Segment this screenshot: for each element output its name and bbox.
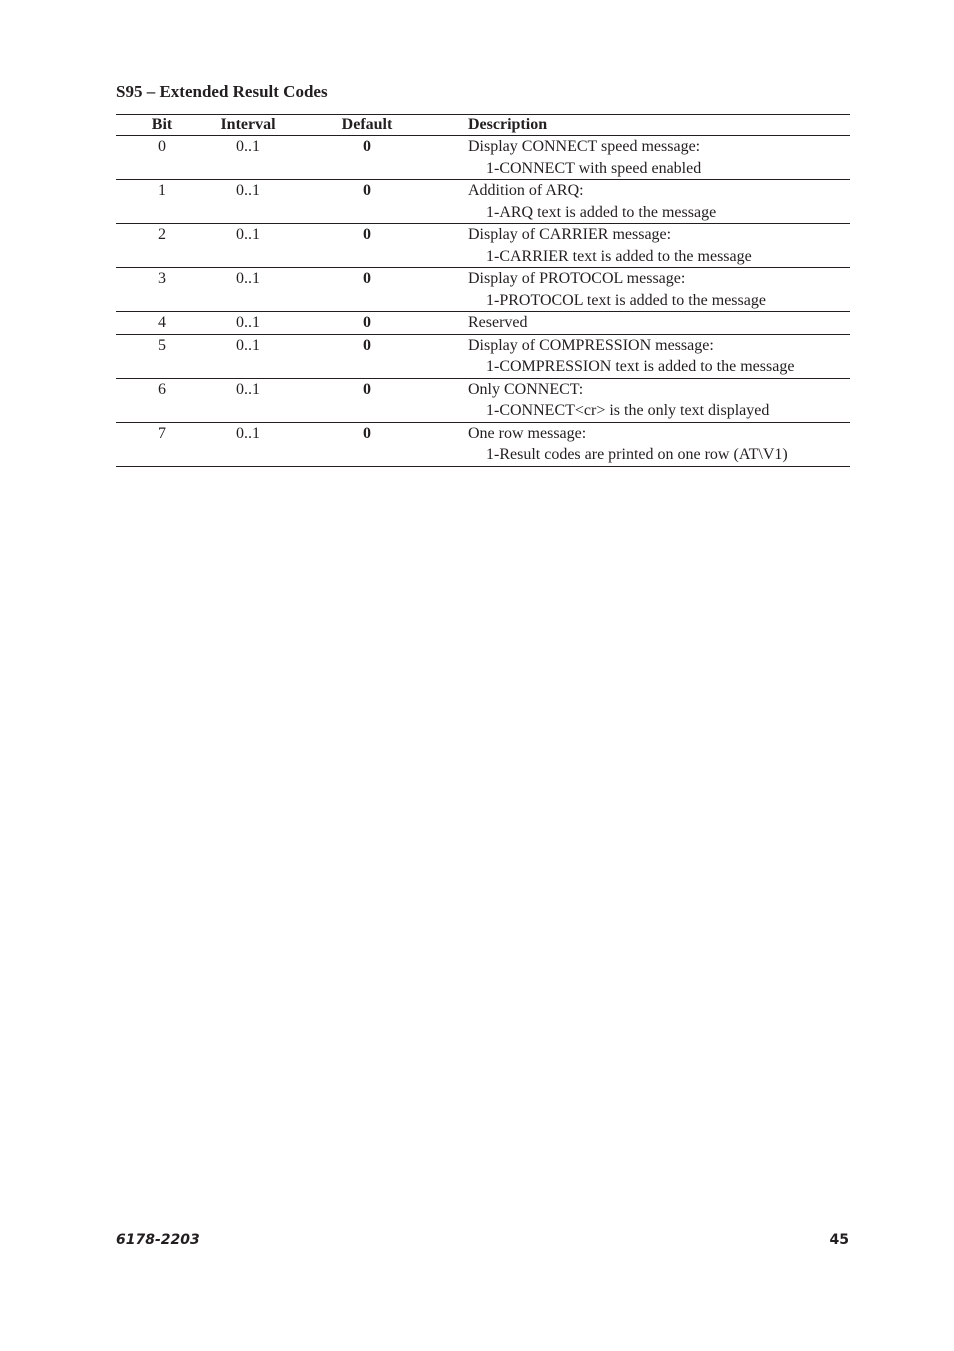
header-interval: Interval xyxy=(208,115,288,136)
cell-default: 0 xyxy=(288,378,446,422)
table-row xyxy=(116,224,850,268)
cell-bit: 1 xyxy=(116,180,208,224)
page-number: 45 xyxy=(829,1232,849,1248)
description-option: 1-CARRIER text is added to the message xyxy=(486,247,752,265)
cell-bit: 3 xyxy=(116,268,208,312)
table-body xyxy=(116,136,850,467)
cell-bit: 5 xyxy=(116,334,208,378)
description-text: Reserved xyxy=(468,314,528,331)
cell-bit: 7 xyxy=(116,422,208,466)
table-row xyxy=(116,180,850,224)
table-row xyxy=(116,422,850,466)
cell-default: 0 xyxy=(288,180,446,224)
table-row xyxy=(116,268,850,312)
cell-interval: 0..1 xyxy=(208,224,288,268)
description-text: Display CONNECT speed message: xyxy=(468,138,701,155)
cell-interval: 0..1 xyxy=(208,136,288,180)
cell-bit: 0 xyxy=(116,136,208,180)
description-option: 1-CONNECT<cr> is the only text displayed xyxy=(486,402,770,419)
cell-description xyxy=(446,422,850,466)
cell-default: 0 xyxy=(288,312,446,335)
header-description: Description xyxy=(446,115,850,136)
cell-interval: 0..1 xyxy=(208,268,288,312)
description-option: 1-Result codes are printed on one row (AT\V1) xyxy=(486,446,788,463)
cell-description xyxy=(446,312,850,335)
table-header xyxy=(116,115,850,136)
cell-description xyxy=(446,180,850,224)
section-title: S95 – Extended Result Codes xyxy=(116,82,328,101)
table-row xyxy=(116,312,850,335)
table-row xyxy=(116,378,850,422)
cell-interval: 0..1 xyxy=(208,312,288,335)
cell-interval: 0..1 xyxy=(208,334,288,378)
result-codes-table xyxy=(116,114,850,467)
table-row xyxy=(116,136,850,180)
description-text: Addition of ARQ: xyxy=(468,182,584,199)
cell-default: 0 xyxy=(288,334,446,378)
description-option: 1-ARQ text is added to the message xyxy=(486,203,717,221)
table-header-row xyxy=(116,115,850,136)
cell-description xyxy=(446,136,850,180)
description-text: One row message: xyxy=(468,424,587,442)
description-text: Only CONNECT: xyxy=(468,380,584,398)
cell-bit: 4 xyxy=(116,312,208,335)
cell-interval: 0..1 xyxy=(208,180,288,224)
cell-description xyxy=(446,378,850,422)
description-option: 1-PROTOCOL text is added to the message xyxy=(486,291,766,309)
table-row xyxy=(116,334,850,378)
description-option: 1-CONNECT with speed enabled xyxy=(486,159,702,177)
header-bit: Bit xyxy=(116,115,208,136)
cell-description xyxy=(446,334,850,378)
description-text: Display of PROTOCOL message: xyxy=(468,270,686,287)
cell-default: 0 xyxy=(288,136,446,180)
cell-interval: 0..1 xyxy=(208,378,288,422)
cell-default: 0 xyxy=(288,422,446,466)
document-number: 6178-2203 xyxy=(116,1232,200,1248)
cell-bit: 2 xyxy=(116,224,208,268)
description-text: Display of COMPRESSION message: xyxy=(468,336,714,354)
header-default: Default xyxy=(288,115,446,136)
cell-default: 0 xyxy=(288,224,446,268)
cell-description xyxy=(446,268,850,312)
cell-interval: 0..1 xyxy=(208,422,288,466)
description-text: Display of CARRIER message: xyxy=(468,226,672,243)
cell-description xyxy=(446,224,850,268)
description-option: 1-COMPRESSION text is added to the message xyxy=(486,358,795,375)
cell-bit: 6 xyxy=(116,378,208,422)
cell-default: 0 xyxy=(288,268,446,312)
